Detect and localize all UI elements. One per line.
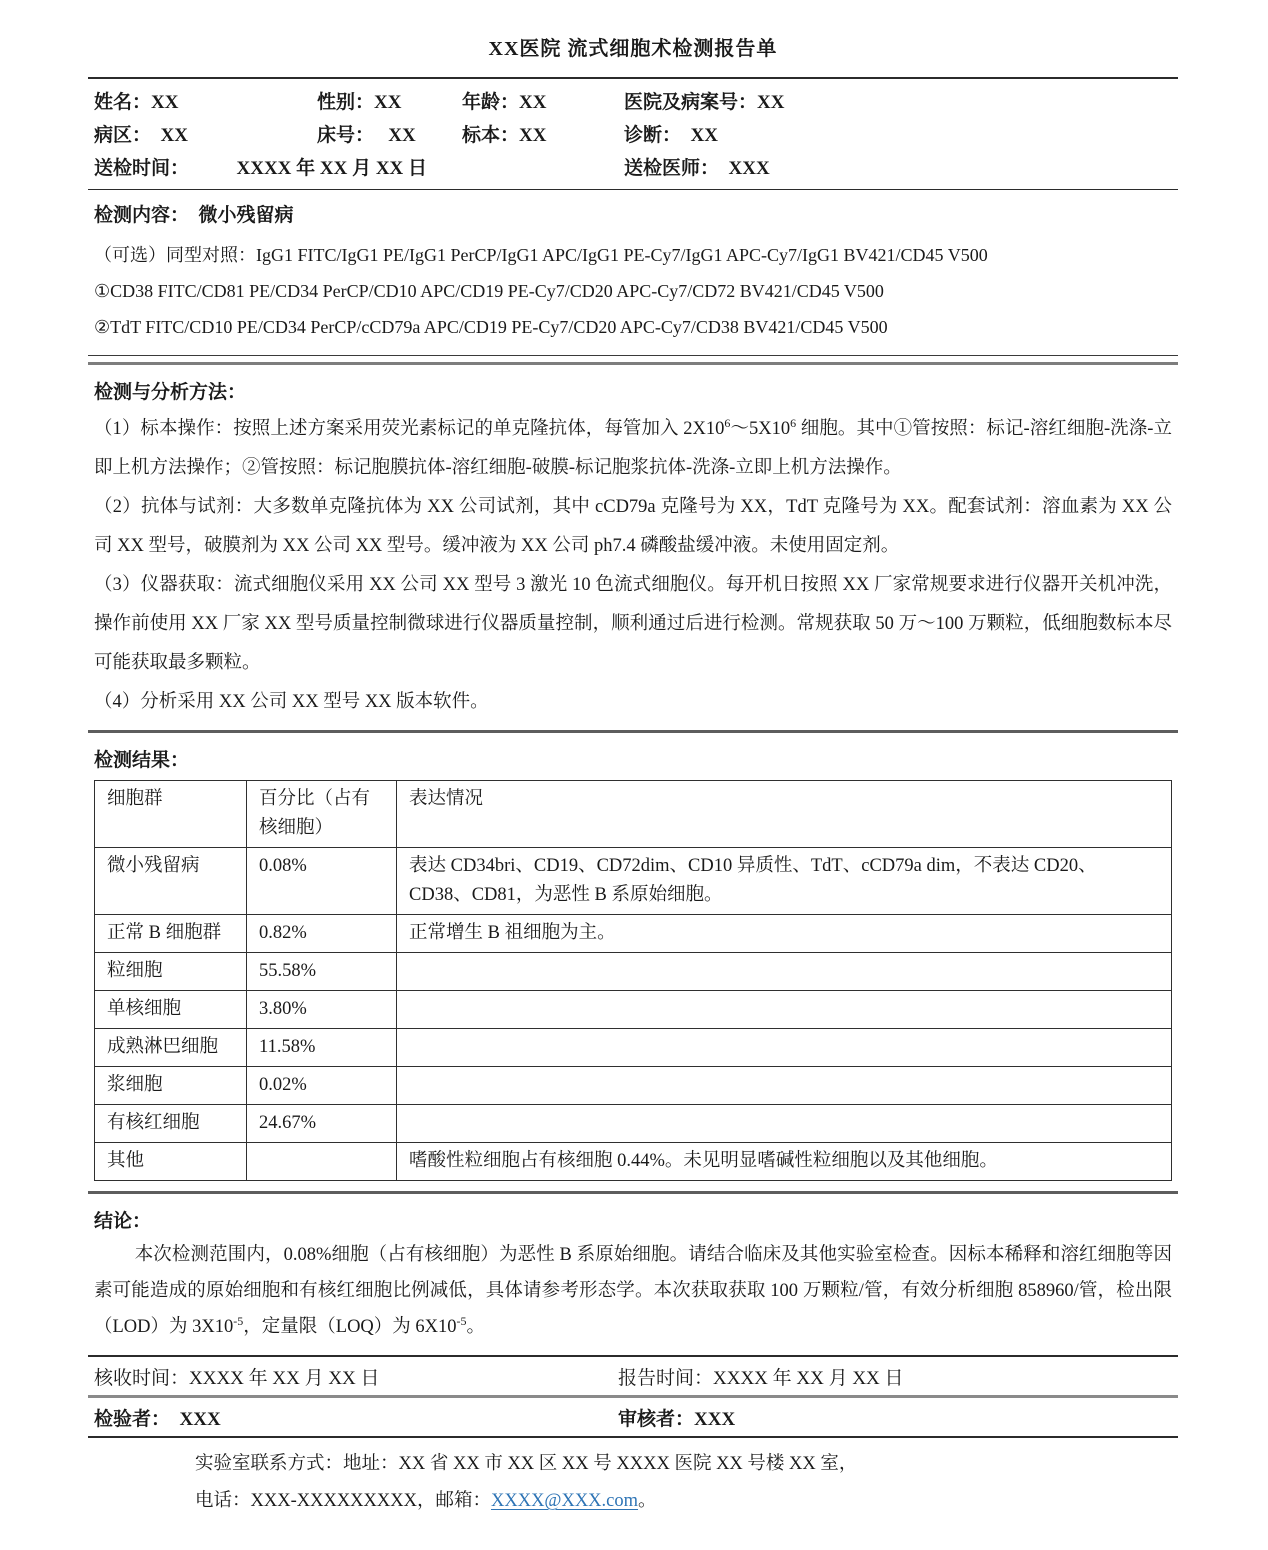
conclusion-text-a: 本次检测范围内，0.08%细胞（占有核细胞）为恶性 B 系原始细胞。请结合临床及其他实验室检查。因标本稀释和溶红细胞等因素可能造成的原始细胞和有核红细胞比例减低，具体请参考形态学。本次获取获取 100 万颗粒/管，有效分析细胞 858960/管，检出限（LOD）为 3X10 — [94, 1245, 1172, 1337]
cell-population: 浆细胞 — [95, 1067, 247, 1105]
cell-expression — [397, 1029, 1172, 1067]
column-header-expression: 表达情况 — [397, 781, 1172, 848]
table-row — [95, 1067, 1172, 1105]
cell-percentage: 0.82% — [247, 915, 397, 953]
tube1-panel: ①CD38 FITC/CD81 PE/CD34 PerCP/CD10 APC/CD19 PE-Cy7/CD20 APC-Cy7/CD72 BV421/CD45 V500 — [94, 281, 884, 301]
cell-expression — [397, 1105, 1172, 1143]
methods-p1-text-a: （1）标本操作：按照上述方案采用荧光素标记的单克隆抗体，每管加入 2X10 — [94, 419, 725, 439]
report-title: XX医院 流式细胞术检测报告单 — [488, 38, 778, 60]
methods-p1-superscript-1: 6 — [724, 415, 731, 430]
period-after-email: 。 — [638, 1491, 657, 1511]
methods-paragraph-3: （3）仪器获取：流式细胞仪采用 XX 公司 XX 型号 3 激光 10 色流式细胞仪。每开机日按照 XX 厂家常规要求进行仪器开关机冲洗，操作前使用 XX 厂家 XX 型号质量控制微球进行仪器质量控制，顺利通过后进行检测。常规获取 50 万～100 万颗粒，低细胞数标本尽可能获取最多颗粒。 — [94, 575, 1172, 673]
signers-row — [88, 1398, 1178, 1436]
table-row — [95, 1029, 1172, 1067]
reviewer: 审核者：XXX — [618, 1408, 736, 1430]
table-row — [95, 1143, 1172, 1181]
conclusion-heading: 结论： — [94, 1211, 152, 1232]
cell-percentage: 24.67% — [247, 1105, 397, 1143]
cell-population: 微小残留病 — [95, 848, 247, 915]
cell-population: 成熟淋巴细胞 — [95, 1029, 247, 1067]
methods-paragraph-2: （2）抗体与试剂：大多数单克隆抗体为 XX 公司试剂，其中 cCD79a 克隆号为 XX，TdT 克隆号为 XX。配套试剂：溶血素为 XX 公司 XX 型号，破膜剂为 XX 公司 XX 型号。缓冲液为 XX 公司 ph7.4 磷酸盐缓冲液。未使用固定剂。 — [94, 497, 1172, 556]
cell-population: 正常 B 细胞群 — [95, 915, 247, 953]
cell-population: 单核细胞 — [95, 991, 247, 1029]
lab-address-line: 实验室联系方式：地址：XX 省 XX 市 XX 区 XX 号 XXXX 医院 XX 号楼 XX 室， — [195, 1454, 858, 1474]
test-content-label: 检测内容： 微小残留病 — [94, 205, 294, 226]
patient-bed-no: 床号： XX — [317, 125, 416, 146]
tube2-panel: ②TdT FITC/CD10 PE/CD34 PerCP/cCD79a APC/CD19 PE-Cy7/CD20 APC-Cy7/CD38 BV421/CD45 V500 — [94, 317, 888, 337]
patient-info-block — [88, 79, 1178, 189]
conclusion-block — [88, 1237, 1178, 1355]
methods-paragraph-1 — [94, 410, 1172, 488]
cell-expression — [397, 1067, 1172, 1105]
cell-population: 有核红细胞 — [95, 1105, 247, 1143]
email-link[interactable]: XXXX@XXX.com — [490, 1491, 639, 1511]
cell-percentage: 0.02% — [247, 1067, 397, 1105]
column-header-percentage: 百分比（占有核细胞） — [247, 781, 397, 848]
send-time: 送检时间： XXXX 年 XX 月 XX 日 — [94, 158, 428, 179]
table-row — [95, 915, 1172, 953]
conclusion-text-c: 。 — [466, 1317, 486, 1337]
patient-sex: 性别：XX — [317, 92, 402, 113]
column-header-population: 细胞群 — [95, 781, 247, 848]
cell-expression — [397, 953, 1172, 991]
lab-contact-block — [88, 1438, 1178, 1520]
table-row — [95, 1105, 1172, 1143]
results-table-wrap — [88, 776, 1178, 1191]
patient-diagnosis: 诊断： XX — [624, 125, 718, 146]
isotype-control-panel: （可选）同型对照：IgG1 FITC/IgG1 PE/IgG1 PerCP/IgG1 APC/IgG1 PE-Cy7/IgG1 APC-Cy7/IgG1 BV421/CD45 V500 — [94, 245, 988, 265]
cell-percentage — [247, 1143, 397, 1181]
table-row — [95, 991, 1172, 1029]
results-header-row — [95, 781, 1172, 848]
conclusion-text-b: ，定量限（LOQ）为 6X10 — [243, 1317, 457, 1337]
patient-name: 姓名：XX — [94, 92, 179, 113]
send-doctor: 送检医师： XXX — [624, 158, 770, 179]
report-time: 报告时间：XXXX 年 XX 月 XX 日 — [618, 1367, 904, 1389]
cell-percentage: 3.80% — [247, 991, 397, 1029]
results-table — [94, 780, 1172, 1181]
patient-row-1 — [94, 84, 1172, 117]
patient-hospital-case-no: 医院及病案号：XX — [624, 92, 785, 113]
cell-expression: 嗜酸性粒细胞占有核细胞 0.44%。未见明显嗜碱性粒细胞以及其他细胞。 — [397, 1143, 1172, 1181]
cell-population: 粒细胞 — [95, 953, 247, 991]
examiner: 检验者： XXX — [94, 1408, 221, 1430]
cell-percentage: 0.08% — [247, 848, 397, 915]
cell-expression: 正常增生 B 祖细胞为主。 — [397, 915, 1172, 953]
methods-p1-text-b: ～5X10 — [730, 419, 791, 439]
table-row — [95, 848, 1172, 915]
methods-paragraph-4: （4）分析采用 XX 公司 XX 型号 XX 版本软件。 — [94, 692, 489, 712]
results-heading: 检测结果： — [94, 750, 190, 771]
patient-specimen: 标本：XX — [462, 125, 547, 146]
patient-row-3 — [94, 150, 1172, 183]
antibody-panels — [88, 229, 1178, 355]
cell-percentage: 55.58% — [247, 953, 397, 991]
patient-row-2 — [94, 117, 1172, 150]
methods-p1-text-c: 细胞。其中①管按照：标记-溶红细胞-洗涤-立即上机方法操作；②管按照：标记胞膜抗体-溶红细胞-破膜-标记胞浆抗体-洗涤-立即上机方法操作。 — [94, 419, 1172, 478]
lab-phone-email-line — [195, 1483, 1172, 1520]
methods-p1-superscript-2: 6 — [790, 415, 797, 430]
patient-ward: 病区： XX — [94, 125, 188, 146]
divider-double-below-panels — [88, 355, 1178, 365]
receive-time: 核收时间：XXXX 年 XX 月 XX 日 — [94, 1367, 380, 1389]
conclusion-superscript-1: -5 — [233, 1313, 244, 1328]
cell-percentage: 11.58% — [247, 1029, 397, 1067]
cell-expression: 表达 CD34bri、CD19、CD72dim、CD10 异质性、TdT、cCD79a dim，不表达 CD20、CD38、CD81，为恶性 B 系原始细胞。 — [397, 848, 1172, 915]
phone-text: 电话：XXX-XXXXXXXXX，邮箱： — [195, 1491, 491, 1511]
cell-population: 其他 — [95, 1143, 247, 1181]
cell-expression — [397, 991, 1172, 1029]
times-row — [88, 1357, 1178, 1395]
table-row — [95, 953, 1172, 991]
methods-heading: 检测与分析方法： — [94, 382, 247, 403]
conclusion-superscript-2: -5 — [456, 1313, 467, 1328]
patient-age: 年龄：XX — [462, 92, 547, 113]
methods-block — [88, 408, 1178, 730]
conclusion-paragraph — [94, 1237, 1172, 1345]
